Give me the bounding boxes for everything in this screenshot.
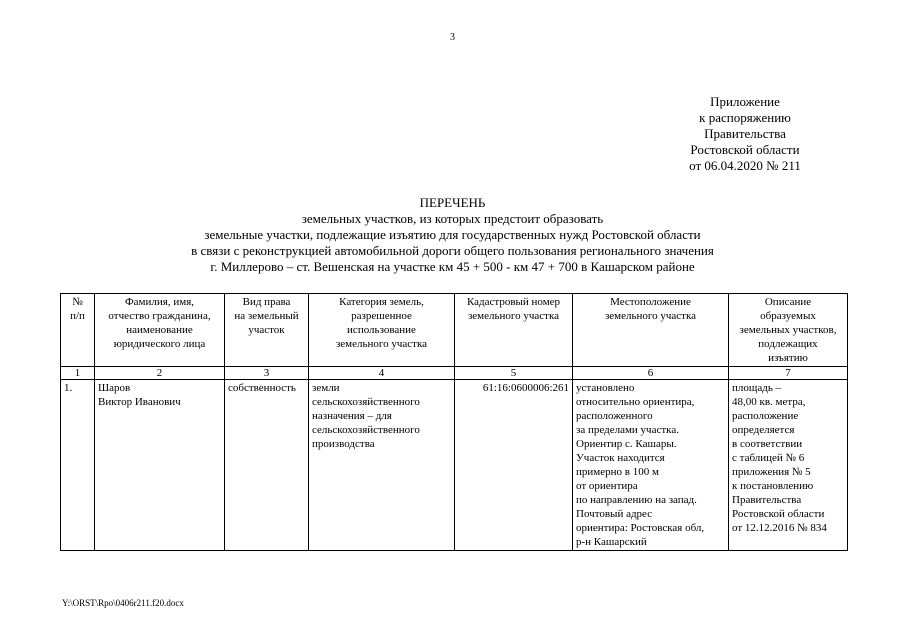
text-line: Ростовской области [732, 508, 825, 520]
text-line: № [72, 296, 83, 308]
text-line: отчество гражданина, [108, 310, 211, 322]
text-line: площадь – [732, 382, 782, 394]
title-line: земельные участки, подлежащие изъятию для государственных нужд Ростовской области [204, 227, 701, 242]
text-line: Правительства [732, 494, 802, 506]
cell-num: 1. [61, 380, 95, 551]
text-line: от ориентира [576, 480, 638, 492]
text-line: Кадастровый номер [466, 296, 561, 308]
header-cell-location [573, 294, 729, 367]
column-number-row [61, 367, 848, 380]
header-cell-num [61, 294, 95, 367]
column-number: 7 [729, 367, 848, 380]
appendix-line: Ростовской области [690, 142, 800, 157]
text-line: Описание [764, 296, 812, 308]
text-line: Категория земель, [339, 296, 424, 308]
text-line: Местоположение [610, 296, 691, 308]
text-line: в соответствии [732, 438, 803, 450]
text-line: земельных участков, [739, 324, 837, 336]
appendix-line: Приложение [710, 94, 780, 109]
title-line: в связи с реконструкцией автомобильной дороги общего пользования регионального значения [191, 243, 714, 258]
text-line: образуемых [760, 310, 816, 322]
text-line: производства [312, 438, 375, 450]
text-line: назначения – для [312, 410, 392, 422]
cell-owner [95, 380, 225, 551]
file-path-footer: Y:\ORST\Rpo\0406r211.f20.docx [62, 598, 184, 608]
title-heading: ПЕРЕЧЕНЬ [419, 195, 486, 210]
land-plots-table [60, 293, 848, 551]
text-line: от 12.12.2016 № 834 [732, 522, 827, 534]
text-line: использование [347, 324, 416, 336]
text-line: собственность [228, 382, 296, 394]
cell-description [729, 380, 848, 551]
text-line: наименование [126, 324, 193, 336]
text-line: с таблицей № 6 [732, 452, 805, 464]
text-line: Фамилия, имя, [124, 296, 194, 308]
text-line: земли [312, 382, 340, 394]
text-line: ориентира: Ростовская обл, [576, 522, 705, 534]
text-line: р-н Кашарский [576, 536, 647, 548]
cell-right [225, 380, 309, 551]
appendix-line: от 06.04.2020 № 211 [689, 158, 801, 173]
text-line: определяется [732, 424, 795, 436]
text-line: юридического лица [113, 338, 206, 350]
header-cell-category [309, 294, 455, 367]
text-line: сельскохозяйственного [312, 424, 420, 436]
cell-category [309, 380, 455, 551]
table-header-row [61, 294, 848, 367]
text-line: земельного участка [335, 338, 428, 350]
cell-cadastral [455, 380, 573, 551]
table-row [61, 380, 848, 551]
appendix-line: к распоряжению [699, 110, 791, 125]
text-line: земельного участка [604, 310, 697, 322]
text-line: участок [248, 324, 285, 336]
column-number: 5 [455, 367, 573, 380]
header-cell-owner [95, 294, 225, 367]
text-line: относительно ориентира, [576, 396, 695, 408]
column-number: 4 [309, 367, 455, 380]
text-line: п/п [70, 310, 85, 322]
text-line: 61:16:0600006:261 [482, 382, 569, 394]
text-line: 48,00 кв. метра, [732, 396, 806, 408]
text-line: подлежащих [758, 338, 818, 350]
text-line: Почтовый адрес [576, 508, 653, 520]
text-line: приложения № 5 [732, 466, 811, 478]
text-line: установлено [576, 382, 635, 394]
document-title [0, 195, 905, 275]
column-number: 1 [61, 367, 95, 380]
title-line: г. Миллерово – ст. Вешенская на участке км 45 + 500 - км 47 + 700 в Кашарском районе [210, 259, 695, 274]
title-line: земельных участков, из которых предстоит образовать [301, 211, 604, 226]
column-number: 2 [95, 367, 225, 380]
text-line: Вид права [242, 296, 291, 308]
column-number: 3 [225, 367, 309, 380]
text-line: изъятию [768, 352, 808, 364]
text-line: по направлению на запад. [576, 494, 697, 506]
text-line: Виктор Иванович [98, 396, 181, 408]
header-cell-right [225, 294, 309, 367]
text-line: земельного участка [467, 310, 560, 322]
column-number: 6 [573, 367, 729, 380]
appendix-line: Правительства [704, 126, 786, 141]
header-cell-description [729, 294, 848, 367]
text-line: сельскохозяйственного [312, 396, 420, 408]
text-line: к постановлению [732, 480, 814, 492]
page-number: 3 [450, 32, 455, 43]
text-line: расположенного [576, 410, 653, 422]
text-line: Участок находится [576, 452, 665, 464]
text-line: Шаров [98, 382, 131, 394]
text-line: на земельный [234, 310, 299, 322]
text-line: разрешенное [351, 310, 412, 322]
text-line: расположение [732, 410, 799, 422]
text-line: примерно в 100 м [576, 466, 659, 478]
appendix-block [640, 94, 850, 174]
cell-location [573, 380, 729, 551]
text-line: Ориентир с. Кашары. [576, 438, 677, 450]
header-cell-cadastral [455, 294, 573, 367]
text-line: за пределами участка. [576, 424, 679, 436]
